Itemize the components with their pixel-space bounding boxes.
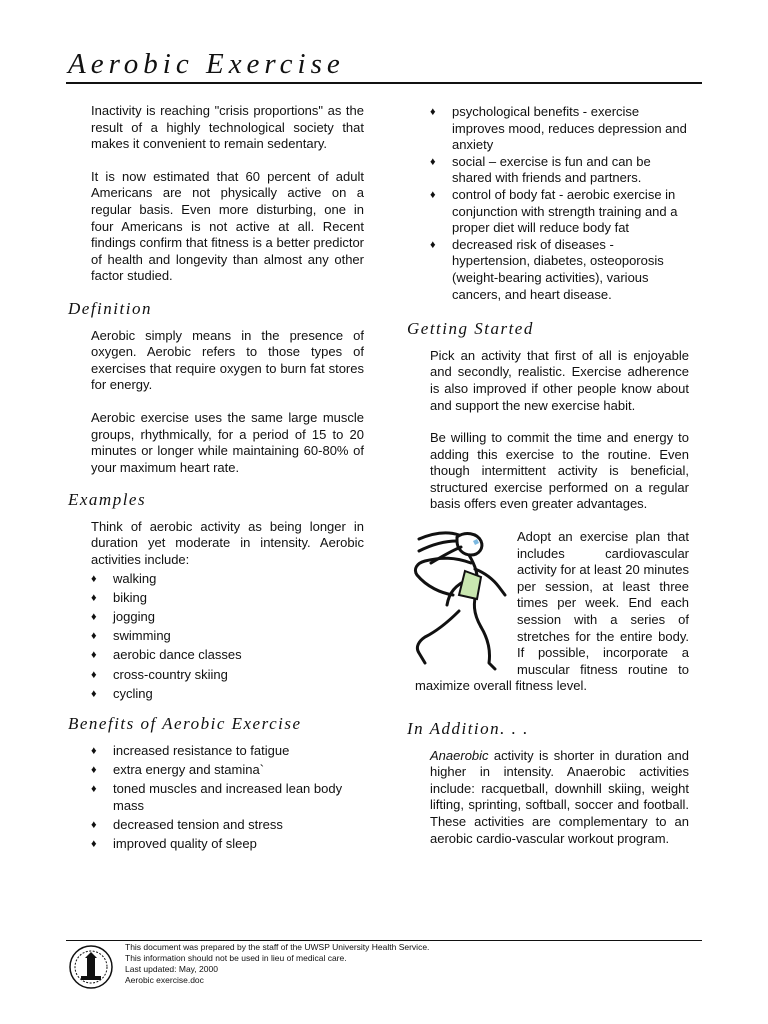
definition-paragraph-2: Aerobic exercise uses the same large muscle groups, rhythmically, for a period of 15 to 20 minutes or longer while maintaining 60-80% of your maximum heart rate.: [91, 409, 364, 475]
list-item-text: swimming: [113, 628, 171, 644]
list-item: [91, 836, 364, 853]
examples-list: [91, 571, 364, 703]
definition-heading: Definition: [68, 298, 152, 318]
examples-section: [68, 519, 364, 703]
getting-started-section: [407, 348, 689, 513]
benefits-list: [91, 743, 364, 853]
list-item-text: walking: [113, 570, 157, 586]
exercise-plan-block: [407, 529, 689, 711]
list-item-text: control of body fat - aerobic exercise in conjunction with strength training and a proper diet will reduce body fat: [452, 186, 678, 236]
footer-line-2: This information should not be used in lieu of medical care.: [125, 953, 347, 963]
uwsp-seal-logo: [68, 944, 114, 990]
list-item: [91, 609, 364, 626]
list-item-text: jogging: [113, 609, 155, 625]
list-item-text: psychological benefits - exercise improves mood, reduces depression and anxiety: [452, 104, 687, 153]
list-item: [91, 817, 364, 834]
diamond-bullet-icon: ♦: [430, 188, 436, 201]
list-item-text: increased resistance to fatigue: [113, 742, 290, 758]
list-item: [91, 667, 364, 684]
diamond-bullet-icon: ♦: [91, 819, 97, 832]
diamond-bullet-icon: ♦: [91, 572, 97, 585]
list-item-text: decreased risk of diseases - hypertension, diabetes, osteoporosis (weight-bearing activities), various cancers, and heart disease.: [452, 236, 664, 302]
list-item: [430, 154, 689, 187]
page-title: Aerobic Exercise: [68, 48, 345, 80]
benefits-heading: Benefits of Aerobic Exercise: [68, 714, 302, 734]
anaerobic-term: Anaerobic: [430, 747, 489, 763]
definition-paragraph-1: Aerobic simply means in the presence of oxygen. Aerobic refers to those types of exercises that require oxygen to burn fat stores for energy.: [91, 327, 364, 393]
footer-text: [125, 942, 429, 986]
list-item-text: extra energy and stamina`: [113, 762, 265, 778]
list-item: [430, 237, 689, 303]
title-rule: [66, 82, 702, 84]
diamond-bullet-icon: ♦: [430, 155, 436, 168]
benefits-continued-section: [407, 104, 689, 303]
diamond-bullet-icon: ♦: [91, 591, 97, 604]
diamond-bullet-icon: ♦: [91, 630, 97, 643]
diamond-bullet-icon: ♦: [430, 238, 436, 251]
list-item: [91, 647, 364, 664]
list-item-text: biking: [113, 589, 147, 605]
getting-started-paragraph-1: Pick an activity that first of all is enjoyable and secondly, realistic. Exercise adherence is also improved if other people know about and support the new exercise habit.: [430, 347, 689, 413]
in-addition-paragraph: [430, 748, 689, 848]
list-item: [91, 590, 364, 607]
diamond-bullet-icon: ♦: [91, 687, 97, 700]
in-addition-section: [407, 748, 689, 848]
exercise-plan-paragraph: Adopt an exercise plan that includes cardiovascular activity for at least 20 minutes per session, at least three times per week. End each session with a series of stretches for the entire body. If possible, incorporate a muscular fitness routine to maximize overall fitness level.: [415, 529, 689, 694]
list-item-text: improved quality of sleep: [113, 836, 257, 852]
definition-section: [68, 328, 364, 477]
left-column: [68, 103, 364, 867]
list-item: [91, 686, 364, 703]
benefits-section: [68, 743, 364, 853]
intro-paragraph-2: It is now estimated that 60 percent of adult Americans are not physically active on a regular basis. Even more disturbing, one in four Americans is not active at all. Recent findings confirm that fitness is a better predictor of health and longevity than almost any other factor studied.: [91, 168, 364, 284]
list-item: [91, 781, 364, 814]
getting-started-heading: Getting Started: [407, 319, 534, 339]
list-item: [91, 743, 364, 760]
intro-paragraph-1: Inactivity is reaching "crisis proportions" as the result of a highly technological society that makes it convenient to remain sedentary.: [91, 103, 364, 152]
footer-line-1: This document was prepared by the staff of the UWSP University Health Service.: [125, 942, 430, 952]
footer-line-3: Last updated: May, 2000: [125, 964, 218, 974]
list-item: [430, 104, 689, 154]
footer-line-4: Aerobic exercise.doc: [125, 975, 204, 985]
list-item: [91, 571, 364, 588]
list-item: [91, 762, 364, 779]
intro-section: [68, 103, 364, 285]
list-item-text: toned muscles and increased lean body mass: [113, 781, 343, 813]
diamond-bullet-icon: ♦: [430, 106, 436, 118]
diamond-bullet-icon: ♦: [91, 744, 97, 757]
examples-intro: Think of aerobic activity as being longer in duration yet moderate in intensity. Aerobic activities include:: [91, 518, 364, 568]
list-item-text: aerobic dance classes: [113, 647, 242, 663]
list-item-text: decreased tension and stress: [113, 817, 283, 833]
list-item: [430, 187, 689, 237]
diamond-bullet-icon: ♦: [91, 668, 97, 681]
in-addition-heading: In Addition. . .: [407, 719, 529, 738]
examples-heading: Examples: [68, 490, 147, 510]
benefits-more-list: [430, 104, 689, 303]
diamond-bullet-icon: ♦: [91, 611, 97, 624]
in-addition-text: activity is shorter in duration and higher in intensity. Anaerobic activities include: racquetball, downhill skiing, weight lifting, sprinting, softball, soccer and football. These activities are complementary to an aerobic cardio-vascular workout program.: [430, 747, 689, 846]
diamond-bullet-icon: ♦: [91, 649, 97, 662]
list-item: [91, 628, 364, 645]
footer-rule: [66, 940, 702, 941]
list-item-text: cycling: [113, 685, 153, 701]
list-item-text: cross-country skiing: [113, 666, 228, 682]
list-item-text: social – exercise is fun and can be shared with friends and partners.: [452, 153, 651, 186]
diamond-bullet-icon: ♦: [91, 764, 97, 777]
diamond-bullet-icon: ♦: [91, 838, 97, 851]
getting-started-paragraph-2: Be willing to commit the time and energy to adding this exercise to the routine. Even though intermittent activity is beneficial, structured exercise performed on a regular basis offers even greater advantages.: [430, 430, 689, 512]
diamond-bullet-icon: ♦: [91, 783, 97, 796]
right-column: [407, 104, 689, 863]
runner-illustration: [399, 527, 509, 677]
